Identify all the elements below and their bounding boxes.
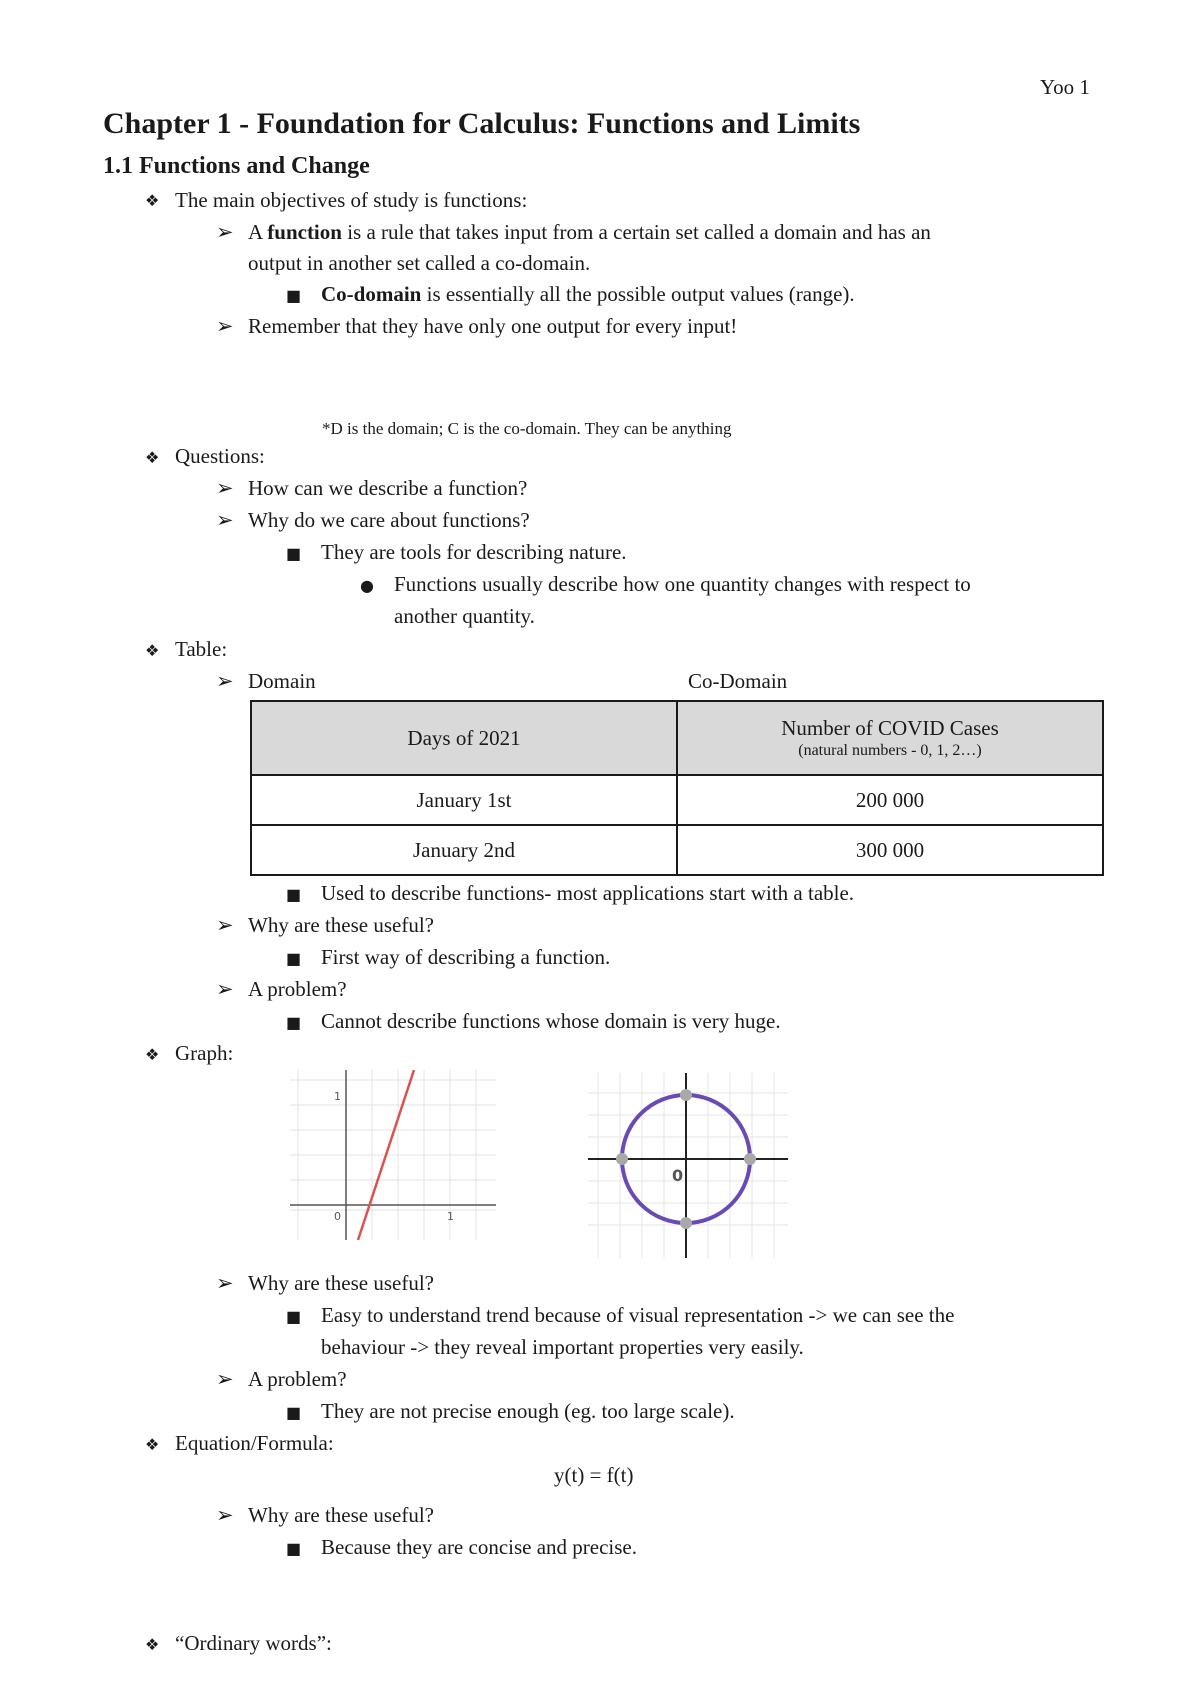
table-header-row xyxy=(251,701,1103,775)
diamond-bullet-icon: ❖ xyxy=(145,641,160,660)
table-useful-question: Why are these useful? xyxy=(248,913,434,937)
domain-label: Domain xyxy=(248,669,316,693)
answer-1-sub-line-2: another quantity. xyxy=(394,604,535,628)
arrow-bullet-icon: ➢ xyxy=(216,1271,234,1295)
circle-point xyxy=(616,1153,628,1165)
graph-useful-question: Why are these useful? xyxy=(248,1271,434,1295)
ordinary-words-heading: “Ordinary words”: xyxy=(175,1631,332,1655)
graph-heading: Graph: xyxy=(175,1041,234,1065)
remember-note: Remember that they have only one output for every input! xyxy=(248,314,738,338)
function-definition-line-1: A function is a rule that takes input from a certain set called a domain and has an xyxy=(248,220,931,244)
equation-useful-question: Why are these useful? xyxy=(248,1503,434,1527)
dot-bullet-icon: ● xyxy=(360,576,374,595)
arrow-bullet-icon: ➢ xyxy=(216,1503,234,1527)
square-bullet-icon: ■ xyxy=(286,544,302,563)
table-row xyxy=(251,775,1103,825)
formula: y(t) = f(t) xyxy=(554,1463,634,1487)
equation-heading: Equation/Formula: xyxy=(175,1431,334,1455)
objectives-heading: The main objectives of study is functions: xyxy=(175,188,528,212)
circle-point xyxy=(744,1153,756,1165)
graph-useful-answer-line-2: behaviour -> they reveal important properties very easily. xyxy=(321,1335,804,1359)
arrow-bullet-icon: ➢ xyxy=(216,1367,234,1391)
arrow-bullet-icon: ➢ xyxy=(216,977,234,1001)
circle-point xyxy=(680,1089,692,1101)
line-graph xyxy=(290,1070,500,1240)
table-note: Used to describe functions- most applications start with a table. xyxy=(321,881,855,905)
answer-1: They are tools for describing nature. xyxy=(321,540,627,564)
table-row xyxy=(251,825,1103,875)
y-tick-label: 1 xyxy=(334,1090,341,1103)
table-useful-answer: First way of describing a function. xyxy=(321,945,611,969)
codomain-label: Co-Domain xyxy=(688,669,788,693)
origin-label: 0 xyxy=(672,1166,684,1185)
table-cell-cases: 300 000 xyxy=(677,825,1103,875)
x-tick-label-one: 1 xyxy=(447,1210,454,1223)
arrow-bullet-icon: ➢ xyxy=(216,476,234,500)
diamond-bullet-icon: ❖ xyxy=(145,1435,160,1454)
answer-1-sub-line-1: Functions usually describe how one quantity changes with respect to xyxy=(394,572,971,596)
arrow-bullet-icon: ➢ xyxy=(216,669,234,693)
graph-problem-question: A problem? xyxy=(248,1367,347,1391)
circle-graph xyxy=(588,1073,788,1258)
arrow-bullet-icon: ➢ xyxy=(216,508,234,532)
square-bullet-icon: ■ xyxy=(286,286,302,305)
square-bullet-icon: ■ xyxy=(286,949,302,968)
table-header-days: Days of 2021 xyxy=(251,701,677,775)
square-bullet-icon: ■ xyxy=(286,1403,302,1422)
chapter-title: Chapter 1 - Foundation for Calculus: Functions and Limits xyxy=(103,107,861,140)
table-cell-day: January 2nd xyxy=(251,825,677,875)
table-problem-answer: Cannot describe functions whose domain is very huge. xyxy=(321,1009,781,1033)
x-tick-label-zero: 0 xyxy=(334,1210,341,1223)
question-1: How can we describe a function? xyxy=(248,476,528,500)
table-header-cases: Number of COVID Cases (natural numbers - 0, 1, 2…) xyxy=(677,701,1103,775)
table-problem-question: A problem? xyxy=(248,977,347,1001)
arrow-bullet-icon: ➢ xyxy=(216,314,234,338)
function-definition-line-2: output in another set called a co-domain. xyxy=(248,251,591,275)
circle-point xyxy=(680,1217,692,1229)
table-heading: Table: xyxy=(175,637,228,661)
square-bullet-icon: ■ xyxy=(286,1307,302,1326)
graph-useful-answer-line-1: Easy to understand trend because of visual representation -> we can see the xyxy=(321,1303,955,1327)
page-number-label: Yoo 1 xyxy=(1040,75,1090,99)
diagram-caption: *D is the domain; C is the co-domain. They can be anything xyxy=(322,419,732,438)
question-2: Why do we care about functions? xyxy=(248,508,530,532)
covid-cases-table xyxy=(250,700,1104,876)
section-title: 1.1 Functions and Change xyxy=(103,153,370,179)
diamond-bullet-icon: ❖ xyxy=(145,1635,160,1654)
diamond-bullet-icon: ❖ xyxy=(145,1045,160,1064)
equation-useful-answer: Because they are concise and precise. xyxy=(321,1535,638,1559)
arrow-bullet-icon: ➢ xyxy=(216,220,234,244)
square-bullet-icon: ■ xyxy=(286,1013,302,1032)
table-cell-cases: 200 000 xyxy=(677,775,1103,825)
diamond-bullet-icon: ❖ xyxy=(145,191,160,210)
diamond-bullet-icon: ❖ xyxy=(145,448,160,467)
codomain-definition: Co-domain is essentially all the possible output values (range). xyxy=(321,282,855,306)
questions-heading: Questions: xyxy=(175,444,265,468)
table-cell-day: January 1st xyxy=(251,775,677,825)
square-bullet-icon: ■ xyxy=(286,885,302,904)
arrow-bullet-icon: ➢ xyxy=(216,913,234,937)
graph-problem-answer: They are not precise enough (eg. too large scale). xyxy=(321,1399,735,1423)
square-bullet-icon: ■ xyxy=(286,1539,302,1558)
